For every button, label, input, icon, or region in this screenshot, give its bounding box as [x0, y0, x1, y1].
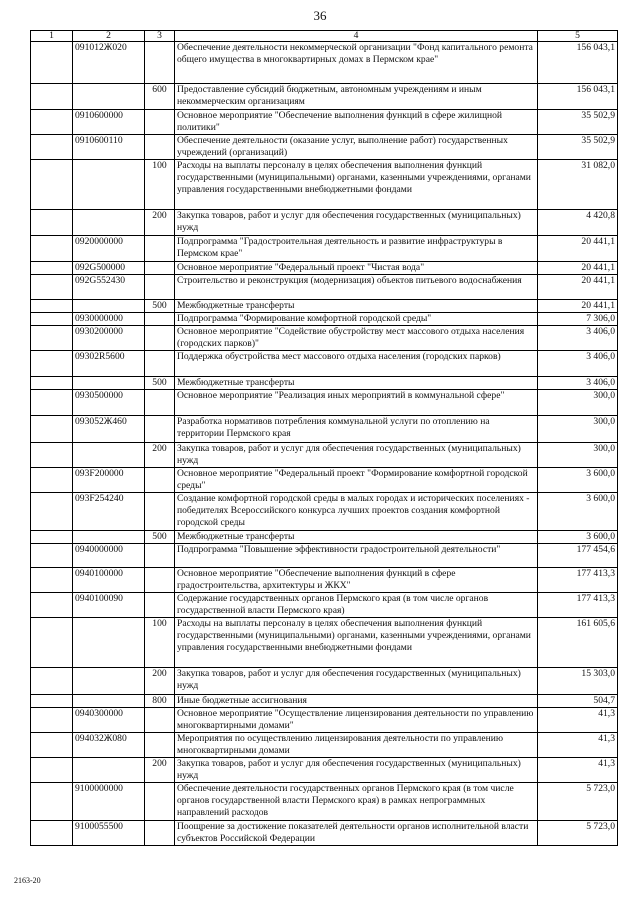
target-article-cell	[73, 618, 145, 668]
table-row	[31, 275, 618, 300]
section-cell	[31, 758, 73, 783]
target-article-cell	[73, 160, 145, 210]
table-row	[31, 135, 618, 160]
column-header: 1	[31, 31, 73, 42]
table-row	[31, 708, 618, 733]
target-article-cell: 093F254240	[73, 493, 145, 531]
expense-type-cell	[145, 783, 175, 821]
table-row	[31, 668, 618, 695]
target-article-cell: 092G500000	[73, 262, 145, 275]
amount-cell: 177 454,6	[538, 544, 618, 568]
table-row	[31, 493, 618, 531]
column-header: 3	[145, 31, 175, 42]
table-row	[31, 695, 618, 708]
amount-cell: 156 043,1	[538, 84, 618, 110]
amount-cell: 3 600,0	[538, 493, 618, 531]
expense-type-cell	[145, 493, 175, 531]
description-cell: Обеспечение деятельности (оказание услуг, выполнение работ) государственных учреждений (организаций)	[175, 135, 538, 160]
expense-type-cell	[145, 313, 175, 326]
expense-type-cell	[145, 110, 175, 135]
target-article-cell	[73, 300, 145, 313]
amount-cell: 41,3	[538, 733, 618, 758]
section-cell	[31, 262, 73, 275]
expense-type-cell	[145, 568, 175, 593]
table-row	[31, 783, 618, 821]
amount-cell: 41,3	[538, 708, 618, 733]
table-row	[31, 531, 618, 544]
target-article-cell: 0930200000	[73, 326, 145, 351]
description-cell: Межбюджетные трансферты	[175, 377, 538, 390]
table-row	[31, 618, 618, 668]
table-row	[31, 821, 618, 846]
amount-cell: 31 082,0	[538, 160, 618, 210]
amount-cell: 3 406,0	[538, 377, 618, 390]
table-row	[31, 593, 618, 618]
target-article-cell: 0930000000	[73, 313, 145, 326]
section-cell	[31, 544, 73, 568]
description-cell: Закупка товаров, работ и услуг для обеспечения государственных (муниципальных) нужд	[175, 210, 538, 236]
target-article-cell: 0930500000	[73, 390, 145, 416]
description-cell: Основное мероприятие "Содействие обустройству мест массового отдыха населения (городских парков)"	[175, 326, 538, 351]
target-article-cell	[73, 443, 145, 468]
description-cell: Поощрение за достижение показателей деятельности органов исполнительной власти субъектов Российской Федерации	[175, 821, 538, 846]
description-cell: Основное мероприятие "Реализация иных мероприятий в коммунальной сфере"	[175, 390, 538, 416]
amount-cell: 20 441,1	[538, 275, 618, 300]
target-article-cell: 9100000000	[73, 783, 145, 821]
expense-type-cell	[145, 275, 175, 300]
amount-cell: 20 441,1	[538, 236, 618, 262]
table-row	[31, 443, 618, 468]
section-cell	[31, 313, 73, 326]
table-row	[31, 300, 618, 313]
section-cell	[31, 300, 73, 313]
table-row	[31, 262, 618, 275]
table-row	[31, 758, 618, 783]
table-row	[31, 468, 618, 493]
description-cell: Подпрограмма "Повышение эффективности градостроительной деятельности"	[175, 544, 538, 568]
description-cell: Основное мероприятие "Федеральный проект "Формирование комфортной городской среды"	[175, 468, 538, 493]
expense-type-cell	[145, 544, 175, 568]
section-cell	[31, 390, 73, 416]
description-cell: Расходы на выплаты персоналу в целях обеспечения выполнения функций государственными (муниципальными) органами, казенными учреждениями, органами управления государственными внебюджетными фондами	[175, 618, 538, 668]
target-article-cell: 0910600110	[73, 135, 145, 160]
section-cell	[31, 568, 73, 593]
expense-type-cell: 200	[145, 758, 175, 783]
section-cell	[31, 708, 73, 733]
amount-cell: 300,0	[538, 416, 618, 443]
description-cell: Обеспечение деятельности некоммерческой организации "Фонд капитального ремонта общего имущества в многоквартирных домах в Пермском крае"	[175, 42, 538, 84]
section-cell	[31, 416, 73, 443]
amount-cell: 4 420,8	[538, 210, 618, 236]
table-row	[31, 84, 618, 110]
description-cell: Межбюджетные трансферты	[175, 531, 538, 544]
table-row	[31, 351, 618, 377]
target-article-cell	[73, 695, 145, 708]
table-row	[31, 733, 618, 758]
expense-type-cell	[145, 416, 175, 443]
target-article-cell	[73, 210, 145, 236]
description-cell: Основное мероприятие "Осуществление лицензирования деятельности по управлению многоквартирными домами"	[175, 708, 538, 733]
expense-type-cell: 500	[145, 300, 175, 313]
amount-cell: 300,0	[538, 443, 618, 468]
expense-type-cell: 500	[145, 531, 175, 544]
description-cell: Создание комфортной городской среды в малых городах и исторических поселениях - победителях Всероссийского конкурса лучших проектов создания комфортной городской среды	[175, 493, 538, 531]
amount-cell: 35 502,9	[538, 110, 618, 135]
description-cell: Поддержка обустройства мест массового отдыха населения (городских парков)	[175, 351, 538, 377]
table-row	[31, 210, 618, 236]
column-header: 5	[538, 31, 618, 42]
target-article-cell	[73, 531, 145, 544]
amount-cell: 3 600,0	[538, 468, 618, 493]
section-cell	[31, 593, 73, 618]
target-article-cell: 0920000000	[73, 236, 145, 262]
target-article-cell: 093F200000	[73, 468, 145, 493]
description-cell: Закупка товаров, работ и услуг для обеспечения государственных (муниципальных) нужд	[175, 758, 538, 783]
target-article-cell	[73, 668, 145, 695]
section-cell	[31, 275, 73, 300]
table-row	[31, 160, 618, 210]
description-cell: Строительство и реконструкция (модернизация) объектов питьевого водоснабжения	[175, 275, 538, 300]
table-row	[31, 236, 618, 262]
expense-type-cell	[145, 42, 175, 84]
amount-cell: 156 043,1	[538, 42, 618, 84]
expense-type-cell: 200	[145, 210, 175, 236]
expense-type-cell: 200	[145, 668, 175, 695]
section-cell	[31, 668, 73, 695]
description-cell: Основное мероприятие "Обеспечение выполнения функций в сфере градостроительства, архитектуры и ЖКХ"	[175, 568, 538, 593]
section-cell	[31, 443, 73, 468]
expense-type-cell	[145, 593, 175, 618]
expense-type-cell	[145, 135, 175, 160]
expense-type-cell: 500	[145, 377, 175, 390]
section-cell	[31, 733, 73, 758]
expense-type-cell	[145, 390, 175, 416]
target-article-cell: 094032Ж080	[73, 733, 145, 758]
target-article-cell: 092G552430	[73, 275, 145, 300]
amount-cell: 177 413,3	[538, 593, 618, 618]
description-cell: Содержание государственных органов Пермского края (в том числе органов государственной власти Пермского края)	[175, 593, 538, 618]
section-cell	[31, 210, 73, 236]
target-article-cell: 0910600000	[73, 110, 145, 135]
budget-table	[30, 30, 618, 846]
description-cell: Мероприятия по осуществлению лицензирования деятельности по управлению многоквартирными домами	[175, 733, 538, 758]
description-cell: Подпрограмма "Формирование комфортной городской среды"	[175, 313, 538, 326]
amount-cell: 300,0	[538, 390, 618, 416]
expense-type-cell	[145, 326, 175, 351]
section-cell	[31, 160, 73, 210]
description-cell: Предоставление субсидий бюджетным, автономным учреждениям и иным некоммерческим организациям	[175, 84, 538, 110]
section-cell	[31, 236, 73, 262]
section-cell	[31, 110, 73, 135]
section-cell	[31, 351, 73, 377]
amount-cell: 41,3	[538, 758, 618, 783]
target-article-cell: 0940300000	[73, 708, 145, 733]
target-article-cell: 0940000000	[73, 544, 145, 568]
expense-type-cell: 100	[145, 618, 175, 668]
section-cell	[31, 326, 73, 351]
target-article-cell: 0940100000	[73, 568, 145, 593]
expense-type-cell	[145, 708, 175, 733]
table-row	[31, 326, 618, 351]
expense-type-cell	[145, 236, 175, 262]
section-cell	[31, 821, 73, 846]
target-article-cell	[73, 84, 145, 110]
description-cell: Расходы на выплаты персоналу в целях обеспечения выполнения функций государственными (муниципальными) органами, казенными учреждениями, органами управления государственными внебюджетными фондами	[175, 160, 538, 210]
table-row	[31, 110, 618, 135]
expense-type-cell	[145, 733, 175, 758]
target-article-cell: 0940100090	[73, 593, 145, 618]
expense-type-cell: 200	[145, 443, 175, 468]
table-row	[31, 416, 618, 443]
column-numbers-row	[31, 31, 618, 42]
target-article-cell: 09302R5600	[73, 351, 145, 377]
table-row	[31, 313, 618, 326]
section-cell	[31, 84, 73, 110]
table-row	[31, 544, 618, 568]
amount-cell: 20 441,1	[538, 300, 618, 313]
expense-type-cell: 600	[145, 84, 175, 110]
amount-cell: 35 502,9	[538, 135, 618, 160]
expense-type-cell	[145, 468, 175, 493]
table-row	[31, 390, 618, 416]
amount-cell: 3 600,0	[538, 531, 618, 544]
table-row	[31, 42, 618, 84]
table-body	[31, 42, 618, 846]
section-cell	[31, 531, 73, 544]
description-cell: Иные бюджетные ассигнования	[175, 695, 538, 708]
page-number: 36	[313, 8, 327, 23]
amount-cell: 3 406,0	[538, 351, 618, 377]
expense-type-cell	[145, 821, 175, 846]
amount-cell: 161 605,6	[538, 618, 618, 668]
amount-cell: 7 306,0	[538, 313, 618, 326]
section-cell	[31, 618, 73, 668]
section-cell	[31, 42, 73, 84]
section-cell	[31, 468, 73, 493]
amount-cell: 20 441,1	[538, 262, 618, 275]
amount-cell: 5 723,0	[538, 821, 618, 846]
amount-cell: 15 303,0	[538, 668, 618, 695]
description-cell: Межбюджетные трансферты	[175, 300, 538, 313]
description-cell: Закупка товаров, работ и услуг для обеспечения государственных (муниципальных) нужд	[175, 443, 538, 468]
document-code: 2163-20	[14, 876, 41, 885]
description-cell: Основное мероприятие "Обеспечение выполнения функций в сфере жилищной политики"	[175, 110, 538, 135]
section-cell	[31, 377, 73, 390]
expense-type-cell	[145, 262, 175, 275]
column-header: 2	[73, 31, 145, 42]
section-cell	[31, 135, 73, 160]
expense-type-cell: 100	[145, 160, 175, 210]
description-cell: Подпрограмма "Градостроительная деятельность и развитие инфраструктуры в Пермском крае"	[175, 236, 538, 262]
section-cell	[31, 493, 73, 531]
expense-type-cell: 800	[145, 695, 175, 708]
amount-cell: 5 723,0	[538, 783, 618, 821]
description-cell: Основное мероприятие "Федеральный проект "Чистая вода"	[175, 262, 538, 275]
amount-cell: 3 406,0	[538, 326, 618, 351]
description-cell: Закупка товаров, работ и услуг для обеспечения государственных (муниципальных) нужд	[175, 668, 538, 695]
section-cell	[31, 695, 73, 708]
target-article-cell: 093052Ж460	[73, 416, 145, 443]
target-article-cell: 091012Ж020	[73, 42, 145, 84]
description-cell: Разработка нормативов потребления коммунальной услуги по отоплению на территории Пермского края	[175, 416, 538, 443]
target-article-cell: 9100055500	[73, 821, 145, 846]
description-cell: Обеспечение деятельности государственных органов Пермского края (в том числе органов государственной власти Пермского края) в рамках непрограммных направлений расходов	[175, 783, 538, 821]
section-cell	[31, 783, 73, 821]
table-row	[31, 377, 618, 390]
amount-cell: 177 413,3	[538, 568, 618, 593]
expense-type-cell	[145, 351, 175, 377]
column-header: 4	[175, 31, 538, 42]
amount-cell: 504,7	[538, 695, 618, 708]
target-article-cell	[73, 758, 145, 783]
target-article-cell	[73, 377, 145, 390]
table-row	[31, 568, 618, 593]
